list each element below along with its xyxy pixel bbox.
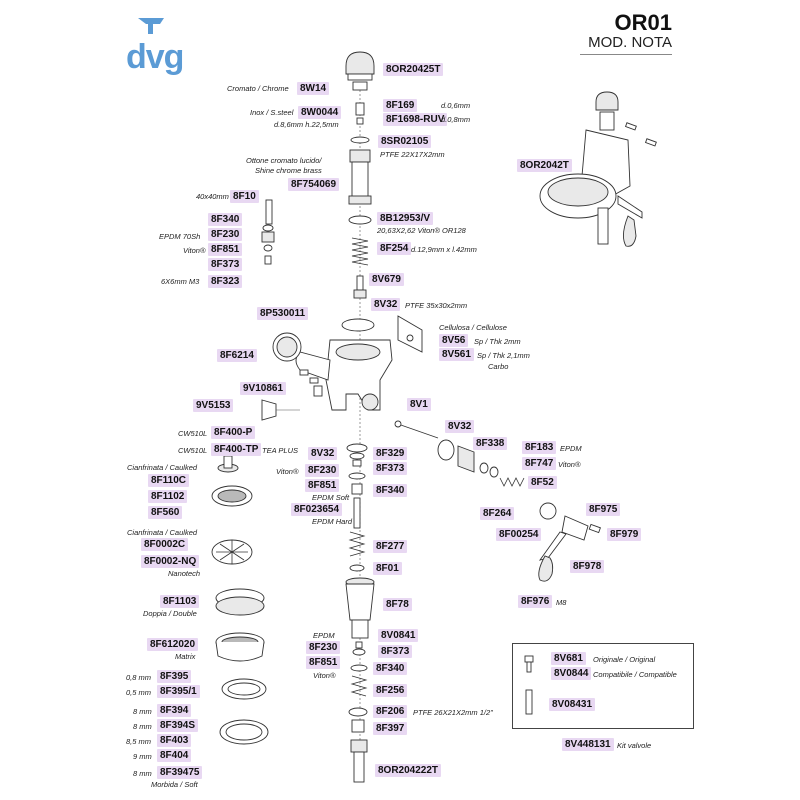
note-8F183: EPDM	[560, 444, 582, 453]
note-8F169: d.0,6mm	[441, 101, 471, 110]
note-8F754069-b: Shine chrome brass	[255, 166, 322, 175]
note-8W14: Cromato / Chrome	[227, 84, 289, 93]
note-8B12953V: 20,63X2,62 Viton® OR128	[377, 226, 466, 235]
note-8F023654: EPDM Hard	[312, 517, 353, 526]
code-8F0002-NQ: 8F0002-NQ	[141, 555, 199, 568]
code-8F340-b: 8F340	[373, 484, 407, 497]
code-8OR20425T: 8OR20425T	[383, 63, 443, 76]
code-8F400-TP: 8F400-TP	[211, 443, 261, 456]
note-8V681: Originale / Original	[593, 655, 656, 664]
note-8SR02105: PTFE 22X17X2mm	[380, 150, 445, 159]
note-8F394: 8 mm	[133, 707, 152, 716]
note-8V32-a: PTFE 35x30x2mm	[405, 301, 468, 310]
note-8F10: 40x40mm	[196, 192, 229, 201]
code-8F754069: 8F754069	[288, 178, 339, 191]
code-8F395: 8F395	[157, 670, 191, 683]
code-8V32-a: 8V32	[371, 298, 400, 311]
note-8F400-P: CW510L	[178, 429, 208, 438]
code-8F612020: 8F612020	[147, 638, 198, 651]
code-8F747: 8F747	[522, 457, 556, 470]
code-8F264: 8F264	[480, 507, 514, 520]
code-8F169: 8F169	[383, 99, 417, 112]
code-8OR2042T: 8OR2042T	[517, 159, 572, 172]
code-8F230-b: 8F230	[305, 464, 339, 477]
code-8F10: 8F10	[230, 190, 259, 203]
note-8F3951: 0,5 mm	[126, 688, 152, 697]
code-8F394S: 8F394S	[157, 719, 198, 732]
code-8F254: 8F254	[377, 242, 411, 255]
code-9V5153: 9V5153	[193, 399, 233, 412]
code-8F256: 8F256	[373, 684, 407, 697]
code-8F206: 8F206	[373, 705, 407, 718]
code-8V0841: 8V0841	[378, 629, 418, 642]
code-9V10861: 9V10861	[240, 382, 286, 395]
code-8OR204222T: 8OR204222T	[375, 764, 441, 777]
code-8F277: 8F277	[373, 540, 407, 553]
code-8F340-c: 8F340	[373, 662, 407, 675]
note-8V448131: Kit valvole	[617, 741, 652, 750]
note-8F395: 0,8 mm	[126, 673, 152, 682]
code-8F6214: 8F6214	[217, 349, 257, 362]
note-8F403: 8,5 mm	[126, 737, 152, 746]
code-8F340-a: 8F340	[208, 213, 242, 226]
code-8F403: 8F403	[157, 734, 191, 747]
note-8W0044-a: Inox / S.steel	[250, 108, 294, 117]
code-8F183: 8F183	[522, 441, 556, 454]
code-8F230-c: 8F230	[306, 641, 340, 654]
code-8F851-b: 8F851	[305, 479, 339, 492]
code-8F373-a: 8F373	[208, 258, 242, 271]
code-8V32-c: 8V32	[308, 447, 337, 460]
code-8F0002C: 8F0002C	[141, 538, 188, 551]
note-8F110C: Cianfrinata / Caulked	[127, 463, 198, 472]
note-8F230-a: EPDM 70Sh	[159, 232, 201, 241]
code-8F329: 8F329	[373, 447, 407, 460]
note-8V561-b: Carbo	[488, 362, 509, 371]
note-8F254: d.12,9mm x l.42mm	[411, 245, 477, 254]
note-8V56: Sp / Thk 2mm	[474, 337, 521, 346]
code-8V56: 8V56	[439, 334, 468, 347]
code-8V681: 8V681	[551, 652, 586, 665]
note-8V0841: EPDM	[313, 631, 335, 640]
code-8F230-a: 8F230	[208, 228, 242, 241]
code-8B12953V: 8B12953/V	[377, 212, 433, 225]
code-8F01: 8F01	[373, 562, 402, 575]
code-8V679: 8V679	[369, 273, 404, 286]
note-8F39475: 8 mm	[133, 769, 152, 778]
note-8F754069-a: Ottone cromato lucido/	[246, 156, 322, 165]
note-8F1103: Doppia / Double	[143, 609, 197, 618]
brand-logo-text: dvg	[126, 38, 184, 76]
code-8F978: 8F978	[570, 560, 604, 573]
code-8F023654: 8F023654	[291, 503, 342, 516]
note-8F851-a: Viton®	[183, 246, 206, 255]
note-8W0044-b: d.8,6mm h.22,5mm	[274, 120, 339, 129]
code-8W14: 8W14	[297, 82, 329, 95]
note-8F0002-NQ: Nanotech	[168, 569, 201, 578]
note-8V561: Sp / Thk 2,1mm	[477, 351, 530, 360]
code-8F110C: 8F110C	[148, 474, 189, 487]
code-8V0844: 8V0844	[551, 667, 591, 680]
note-8F394S: 8 mm	[133, 722, 152, 731]
code-8F976: 8F976	[518, 595, 552, 608]
code-8F975: 8F975	[586, 503, 620, 516]
code-8F851-a: 8F851	[208, 243, 242, 256]
note-8F39475-b: Morbida / Soft	[151, 780, 198, 789]
note-8F0002C: Cianfrinata / Caulked	[127, 528, 198, 537]
code-8F338: 8F338	[473, 437, 507, 450]
code-8F1698-RUV: 8F1698-RUV	[383, 113, 447, 126]
code-8F373-b: 8F373	[373, 462, 407, 475]
code-8F397: 8F397	[373, 722, 407, 735]
note-8F1698-RUV: d.0,8mm	[441, 115, 471, 124]
note-8F323: 6X6mm M3	[161, 277, 200, 286]
code-8F404: 8F404	[157, 749, 191, 762]
code-8F373-c: 8F373	[378, 645, 412, 658]
page-subtitle: MOD. NOTA	[588, 34, 672, 51]
code-8W0044: 8W0044	[298, 106, 341, 119]
note-8F230-b: Viton®	[276, 467, 299, 476]
note-8F400-TP-a: CW510L	[178, 446, 208, 455]
code-8F323: 8F323	[208, 275, 242, 288]
code-8F979: 8F979	[607, 528, 641, 541]
code-8SR02105: 8SR02105	[378, 135, 431, 148]
code-8V32-b: 8V32	[445, 420, 474, 433]
code-8F1102: 8F1102	[148, 490, 187, 503]
note-8V0844: Compatibile / Compatible	[593, 670, 677, 679]
page-title: OR01	[614, 10, 672, 35]
note-8V56-a: Cellulosa / Cellulose	[439, 323, 507, 332]
note-8F404: 9 mm	[133, 752, 152, 761]
code-8F78: 8F78	[383, 598, 412, 611]
note-8F400-TP-b: TEA PLUS	[262, 446, 298, 455]
note-8F612020: Matrix	[175, 652, 196, 661]
code-8V1: 8V1	[407, 398, 431, 411]
code-8F851-c: 8F851	[306, 656, 340, 669]
code-8F52: 8F52	[528, 476, 557, 489]
code-8F39475: 8F39475	[157, 766, 202, 779]
code-8V08431: 8V08431	[549, 698, 595, 711]
note-8F747: Viton®	[558, 460, 581, 469]
code-8F395-1: 8F395/1	[157, 685, 200, 698]
code-8F560: 8F560	[148, 506, 182, 519]
note-8F851-b: EPDM Soft	[312, 493, 350, 502]
note-8F976: M8	[556, 598, 567, 607]
note-8F851-c: Viton®	[313, 671, 336, 680]
code-8F394: 8F394	[157, 704, 191, 717]
code-8F400-P: 8F400-P	[211, 426, 255, 439]
code-8P530011: 8P530011	[257, 307, 308, 320]
code-8V561: 8V561	[439, 348, 474, 361]
code-8F1103: 8F1103	[160, 595, 199, 608]
code-8F00254: 8F00254	[496, 528, 541, 541]
note-8F206: PTFE 26X21X2mm 1/2"	[413, 708, 493, 717]
code-8V448131: 8V448131	[562, 738, 614, 751]
